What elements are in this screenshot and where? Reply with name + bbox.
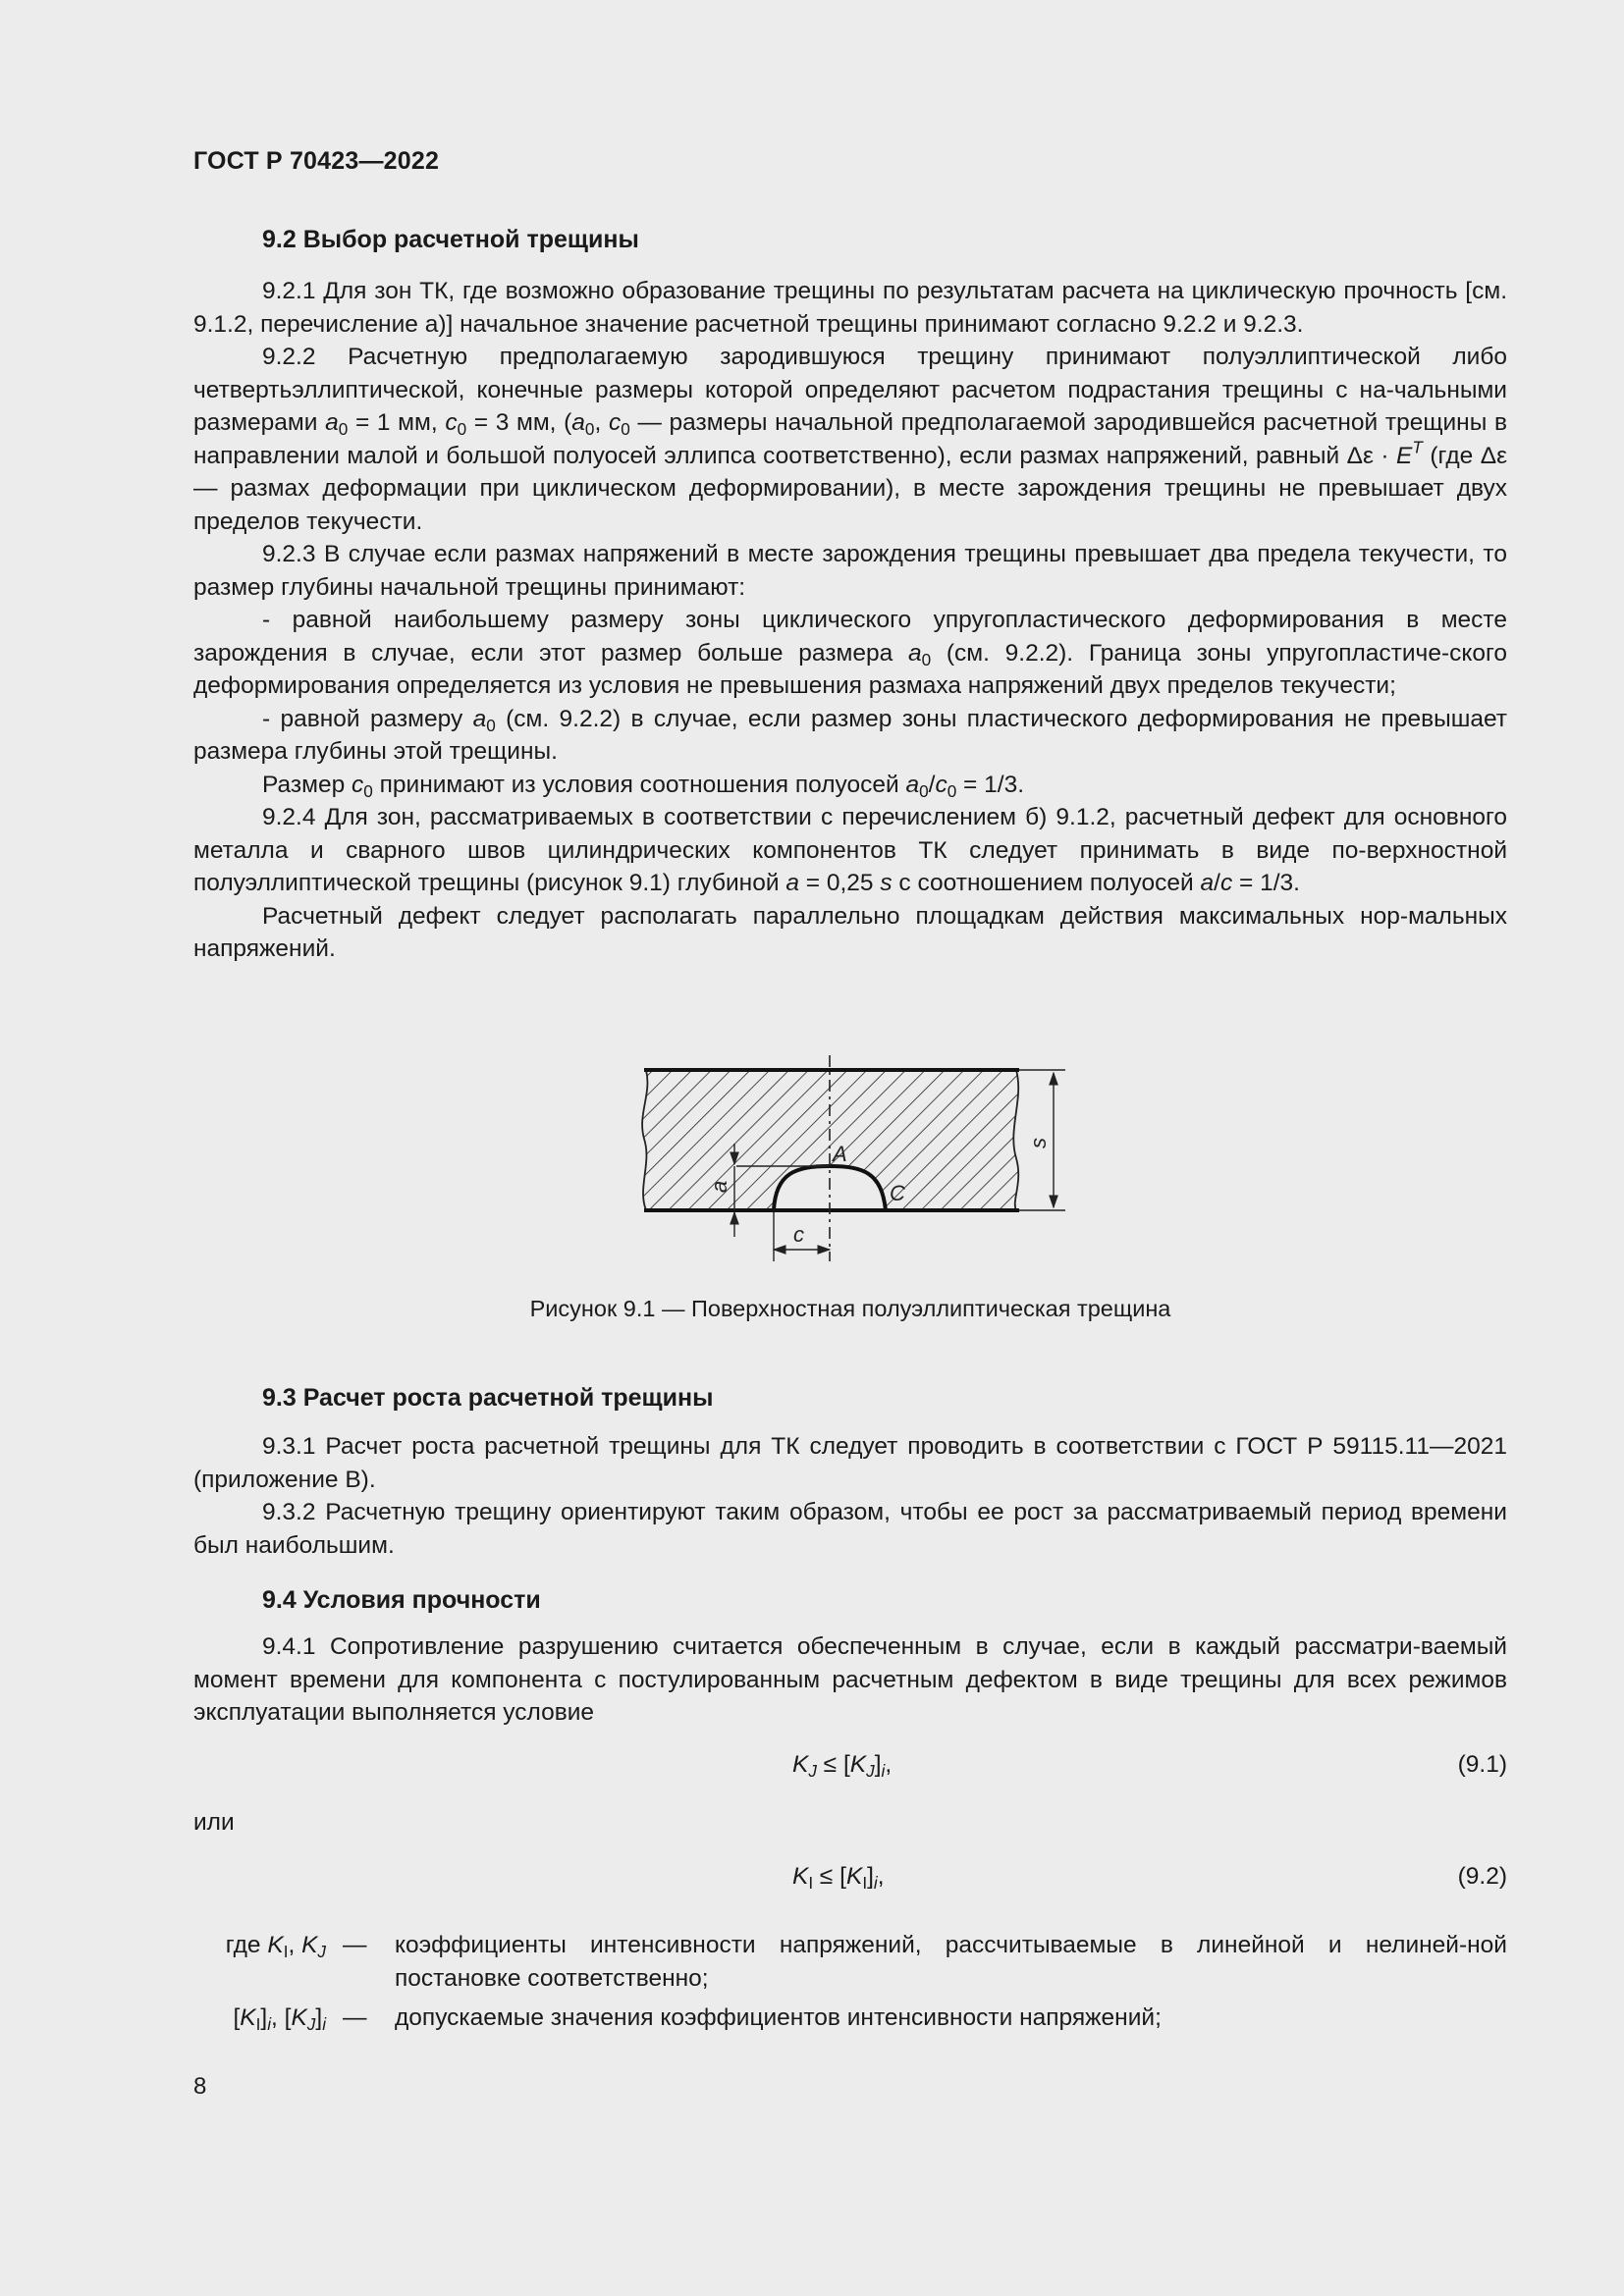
- paragraph-9-2-1: 9.2.1 Для зон ТК, где возможно образование трещины по результатам расчета на циклическую прочность [см. 9.1.2, перечисление а)] начальное значение расчетной трещины принимают согласно 9.2.2 и 9.2.3.: [193, 278, 1507, 338]
- label-point-a: A: [833, 1142, 847, 1166]
- formula-expression: $K_I \le [K_I]_i$,: [792, 1863, 885, 1894]
- figure-caption: Рисунок 9.1 — Поверхностная полуэллиптическая трещина: [529, 1296, 1171, 1321]
- section-9-2-heading: 9.2 Выбор расчетной трещины: [262, 226, 639, 253]
- paragraph-9-2-4: 9.2.4 Для зон, рассматриваемых в соответствии с перечислением б) 9.1.2, расчетный дефект для основного металла и сварного швов цилиндрических компонентов ТК следует принимать в виде по-верхностной полуэллиптической трещины (рисунок 9.1) глубиной a = 0,25 s с соотношением полуосей a/c = 1/3.: [193, 804, 1507, 896]
- formula-number: (9.2): [1457, 1863, 1507, 1890]
- paragraph-9-2-3: 9.2.3 В случае если размах напряжений в месте зарождения трещины превышает два предела текучести, то размер глубины начальной трещины принимают:: [193, 541, 1507, 601]
- section-9-4-body: [193, 1630, 1507, 1730]
- or-text: или: [193, 1809, 235, 1836]
- list-item: - равной размеру $a_0$ (см. 9.2.2) в случае, если размер зоны пластического деформирования не превышает размера глубины этой трещины.: [193, 705, 1508, 765]
- document-header: ГОСТ Р 70423—2022: [193, 147, 440, 175]
- section-9-4-heading: 9.4 Условия прочности: [262, 1586, 541, 1614]
- label-c: c: [793, 1222, 804, 1247]
- definition-symbol: где $K_I$, $K_J$: [225, 1932, 326, 1962]
- definition-row: где $K_I$, $K_J$ — коэффициенты интенсивности напряжений, рассчитываемые в линейной и нелиней-ной постановке соответственно;: [193, 1929, 1507, 1995]
- paragraph-9-3-1: 9.3.1 Расчет роста расчетной трещины для ТК следует проводить в соответствии с ГОСТ Р 59115.11—2021 (приложение В).: [193, 1433, 1507, 1493]
- figure-semi-elliptical-crack: [628, 1055, 1080, 1271]
- section-9-3-heading: 9.3 Расчет роста расчетной трещины: [262, 1384, 714, 1412]
- label-s: s: [1026, 1138, 1051, 1148]
- section-9-3-body: [193, 1430, 1507, 1562]
- label-point-c: C: [890, 1181, 905, 1205]
- paragraph-9-3-2: 9.3.2 Расчетную трещину ориентируют таким образом, чтобы ее рост за рассматриваемый период времени был наибольшим.: [193, 1499, 1507, 1559]
- paragraph-defect-placement: Расчетный дефект следует располагать параллельно площадкам действия максимальных нор-мальных напряжений.: [193, 902, 1507, 962]
- definitions-list: [193, 1929, 1507, 2035]
- paragraph-size-c0: Размер $c_0$ принимают из условия соотношения полуосей $a_0/c_0 = 1/3$.: [262, 771, 1025, 801]
- label-a: a: [707, 1180, 731, 1193]
- paragraph-9-2-2: 9.2.2 Расчетную предполагаемую зародившуюся трещину принимают полуэллиптической либо четвертьэллиптической, конечные размеры которой определяют расчетом подрастания трещины с на-чальными размерами $a_0 = 1$ мм, $c_0 = 3$ мм, ($a_0$, $c_0$ — размеры начальной предполагаемой зародившейся расчетной трещины в направлении малой и большой полуосей эллипса соответственно), если размах напряжений, равный $\Delta\varepsilon \cdot E^T$ (где Δε — размах деформации при циклическом деформировании), в месте зарождения трещины не превышает двух пределов текучести.: [193, 344, 1507, 535]
- formula-9-1: [193, 1751, 1507, 1787]
- definition-row: $[K_I]_i$, $[K_J]_i$ — допускаемые значения коэффициентов интенсивности напряжений;: [193, 2002, 1507, 2035]
- definition-text: коэффициенты интенсивности напряжений, рассчитываемые в линейной и нелиней-ной постановке соответственно;: [395, 1932, 1507, 1992]
- definition-text: допускаемые значения коэффициентов интенсивности напряжений;: [395, 2004, 1162, 2031]
- section-9-2-body: [193, 275, 1507, 966]
- page-number: 8: [193, 2073, 207, 2100]
- formula-9-2: [193, 1863, 1507, 1898]
- list-item: - равной наибольшему размеру зоны циклического упругопластического деформирования в месте зарождения в случае, если этот размер больше размера $a_0$ (см. 9.2.2). Граница зоны упругопластиче-ского деформирования определяется из условия не превышения размаха напряжений двух пределов текучести;: [193, 607, 1507, 699]
- definition-symbol: $[K_I]_i$, $[K_J]_i$: [233, 2004, 326, 2035]
- formula-number: (9.1): [1457, 1751, 1507, 1778]
- formula-expression: $K_J \le [K_J]_i$,: [792, 1751, 893, 1782]
- paragraph-9-4-1: 9.4.1 Сопротивление разрушению считается обеспеченным в случае, если в каждый рассматри-ваемый момент времени для компонента с постулированным расчетным дефектом в виде трещины для всех режимов эксплуатации выполняется условие: [193, 1633, 1507, 1726]
